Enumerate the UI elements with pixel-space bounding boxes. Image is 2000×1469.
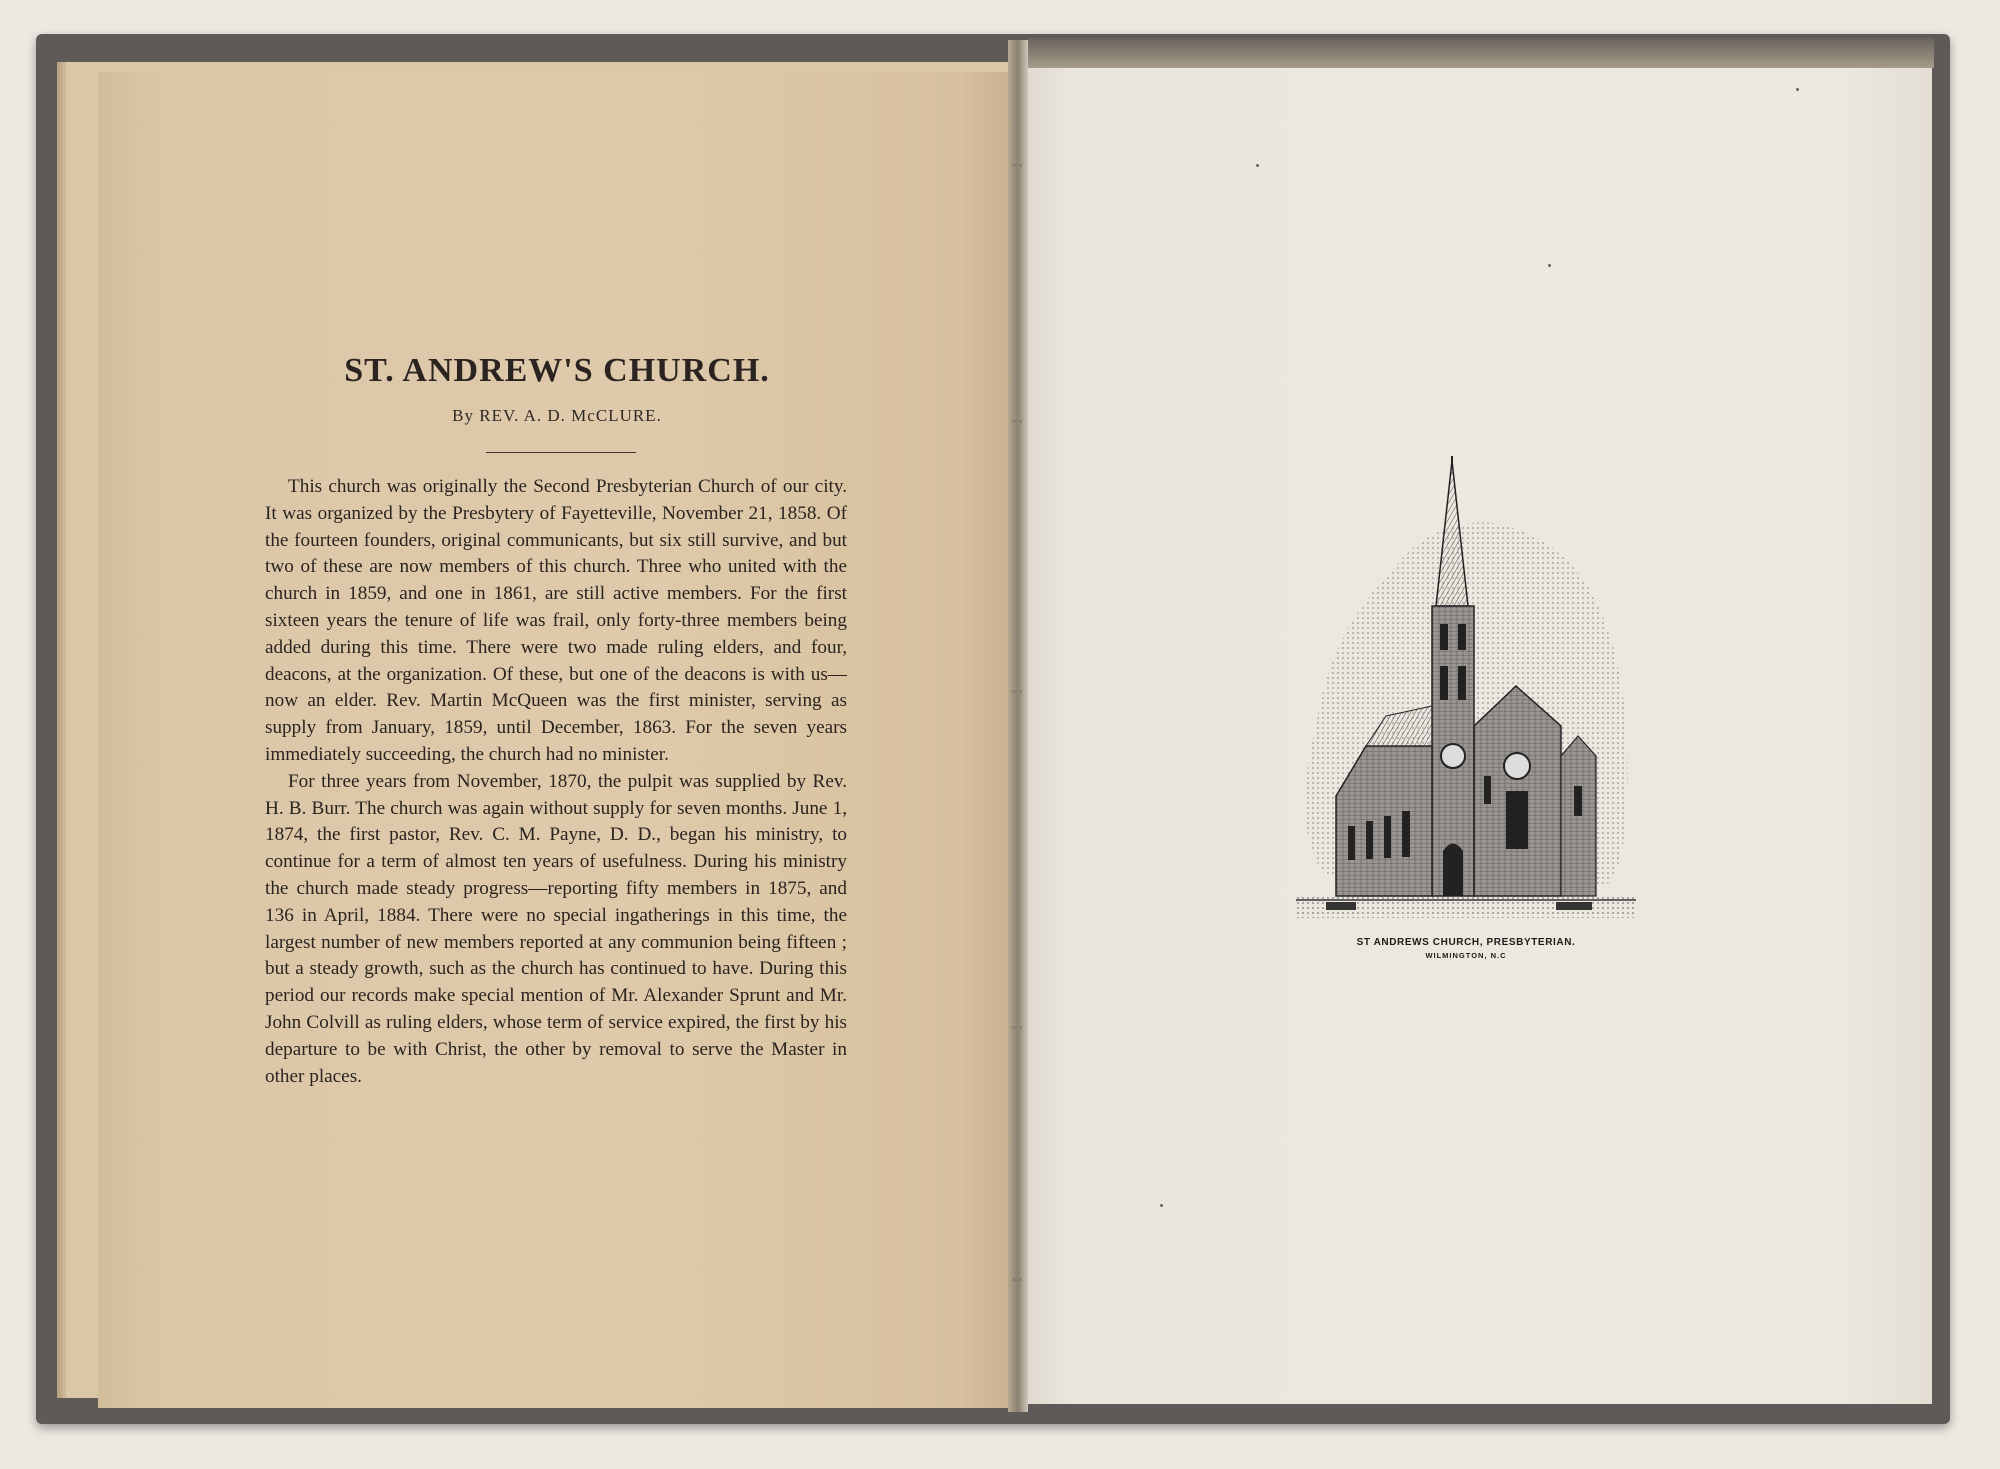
paragraph: For three years from November, 1870, the pulpit was supplied by Rev. H. B. Burr. The church was again without supply for seven months. June 1, 1874, the first pastor, Rev. C. M. Payne, D. D., began his ministry, to continue for a term of almost ten years of usefulness. During his ministry the church made steady progress—reporting fifty members in 1875, and 136 in April, 1884. There were no special ingatherings in this time, the largest number of new members reported at any communion being fifteen ; but a steady growth, such as the church has continued to have. During this period our records make special mention of Mr. Alexander Sprunt and Mr. John Colvill as ruling elders, whose term of service expired, the first by his departure to be with Christ, the other by removal to serve the Master in other places. bbox=[265, 770, 847, 1087]
chapter-body bbox=[265, 474, 847, 1090]
binding-stitch bbox=[1012, 1278, 1022, 1281]
paper-speck bbox=[1160, 1204, 1163, 1207]
paper-speck bbox=[1548, 264, 1551, 267]
top-page-edges bbox=[1028, 38, 1934, 68]
author-byline: By REV. A. D. McCLURE. bbox=[452, 406, 662, 425]
paper-speck bbox=[1256, 164, 1259, 167]
church-engraving bbox=[1286, 456, 1646, 930]
chapter-title: ST. ANDREW'S CHURCH. bbox=[344, 352, 770, 389]
title-rule bbox=[486, 452, 636, 453]
binding-stitch bbox=[1012, 164, 1022, 167]
illustration-caption: ST ANDREWS CHURCH, PRESBYTERIAN. bbox=[1356, 937, 1576, 948]
paper-speck bbox=[1796, 88, 1799, 91]
illustration-location: WILMINGTON, N.C bbox=[1425, 951, 1507, 960]
binding-stitch bbox=[1012, 690, 1022, 693]
paragraph: This church was originally the Second Presbyterian Church of our city. It was organized by the Presbytery of Fayetteville, November 21, 1858. Of the fourteen founders, original communicants, but six still survive, and but two of these are now members of this church. Three who united with the church in 1859, and one in 1861, are still active members. For the first sixteen years the tenure of life was frail, only forty-three members being added during this time. There were two made ruling elders, and four, deacons, at the organization. Of these, but one of the deacons is with us—now an elder. Rev. Martin McQueen was the first minister, serving as supply from January, 1859, until December, 1863. For the seven years immediately succeeding, the church had no minister. bbox=[265, 476, 847, 765]
book-spine bbox=[1008, 40, 1028, 1412]
binding-stitch bbox=[1012, 1026, 1022, 1029]
